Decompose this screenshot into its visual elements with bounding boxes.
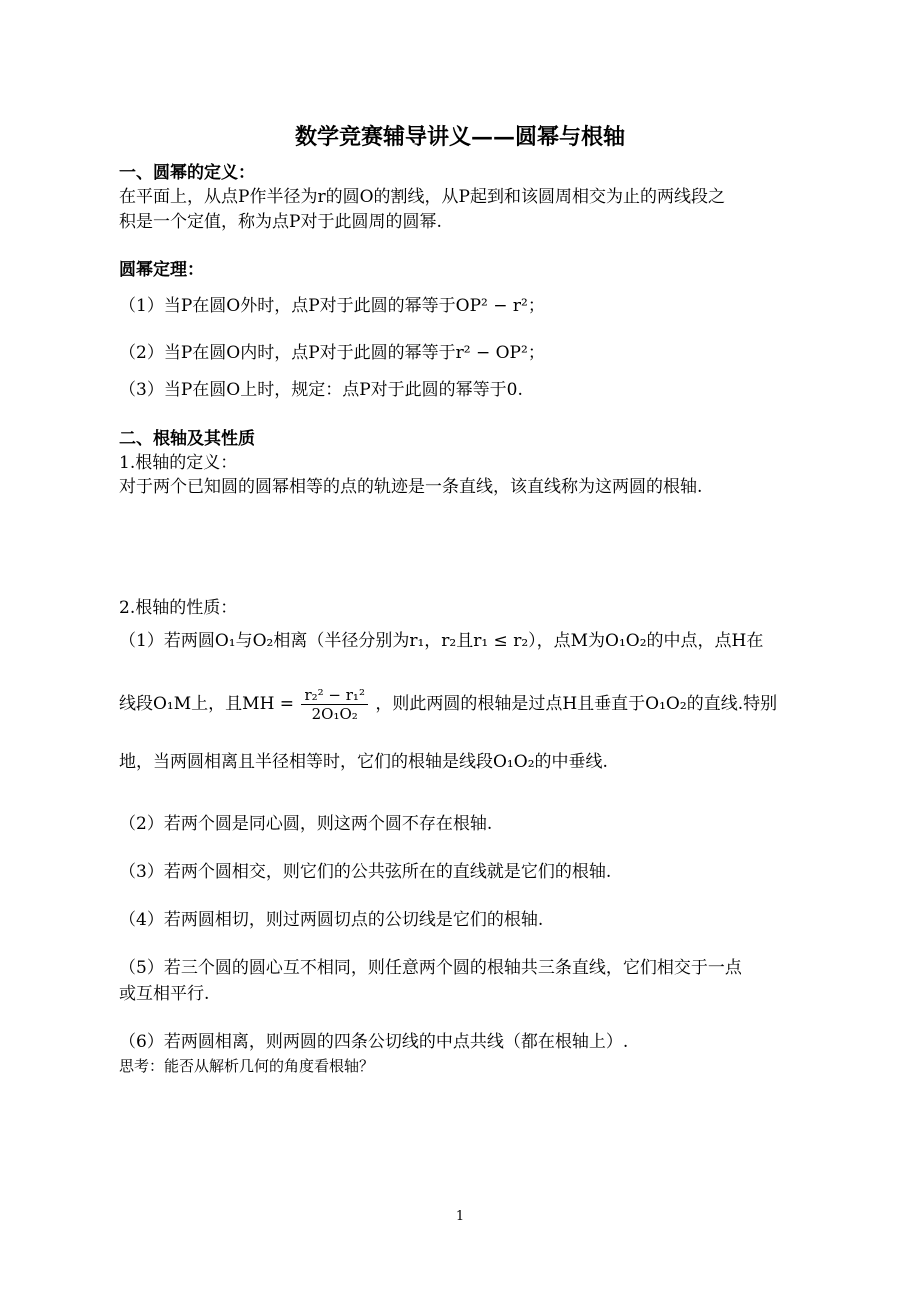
section2-heading: 二、根轴及其性质 [119, 429, 255, 449]
property-4: （4）若两圆相切，则过两圆切点的公切线是它们的根轴. [119, 910, 544, 930]
page-number: 1 [455, 1209, 465, 1224]
theorem-item-2: （2）当P在圆O内时，点P对于此圆的幂等于r² − OP²； [119, 343, 545, 363]
mh-fraction-denominator: 2O₁O₂ [311, 705, 358, 723]
page-title: 数学竞赛辅导讲义——圆幂与根轴 [294, 124, 625, 150]
property-5-line1: （5）若三个圆的圆心互不相同，则任意两个圆的根轴共三条直线，它们相交于一点 [119, 958, 742, 978]
section1-line1: 在平面上，从点P作半径为r的圆O的割线，从P起到和该圆周相交为止的两线段之 [119, 187, 725, 207]
section1-heading: 一、圆幂的定义： [119, 163, 255, 183]
property-6: （6）若两圆相离，则两圆的四条公切线的中点共线（都在根轴上）. [119, 1032, 629, 1052]
theorem-item-3: （3）当P在圆O上时，规定：点P对于此圆的幂等于0. [119, 380, 523, 400]
think-question: 思考：能否从解析几何的角度看根轴？ [119, 1057, 375, 1075]
theorem-item-1: （1）当P在圆O外时，点P对于此圆的幂等于OP² − r²； [119, 296, 545, 316]
radical-axis-definition-heading: 1.根轴的定义： [119, 453, 238, 473]
property-1-line2 [119, 684, 777, 728]
mh-fraction [301, 686, 368, 723]
section1-line2: 积是一个定值，称为点P对于此圆周的圆幂. [119, 212, 442, 232]
radical-axis-definition-text: 对于两个已知圆的圆幂相等的点的轨迹是一条直线，该直线称为这两圆的根轴. [119, 477, 703, 497]
property-1-line1: （1）若两圆O₁与O₂相离（半径分别为r₁，r₂且r₁ ≤ r₂），点M为O₁O₂的中点，点H在 [119, 631, 764, 651]
radical-axis-properties-heading: 2.根轴的性质： [119, 598, 238, 618]
property-1-line2-start: 线段O₁M上，且MH = [119, 694, 295, 714]
property-2: （2）若两个圆是同心圆，则这两个圆不存在根轴. [119, 814, 493, 834]
property-3: （3）若两个圆相交，则它们的公共弦所在的直线就是它们的根轴. [119, 862, 612, 882]
property-1-line3: 地，当两圆相离且半径相等时，它们的根轴是线段O₁O₂的中垂线. [119, 752, 608, 772]
theorem-heading: 圆幂定理： [119, 260, 204, 280]
property-1-line2-end: ，则此两圆的根轴是过点H且垂直于O₁O₂的直线.特别 [375, 694, 778, 714]
property-5-line2: 或互相平行. [119, 984, 210, 1004]
mh-fraction-numerator: r₂² − r₁² [301, 686, 368, 705]
